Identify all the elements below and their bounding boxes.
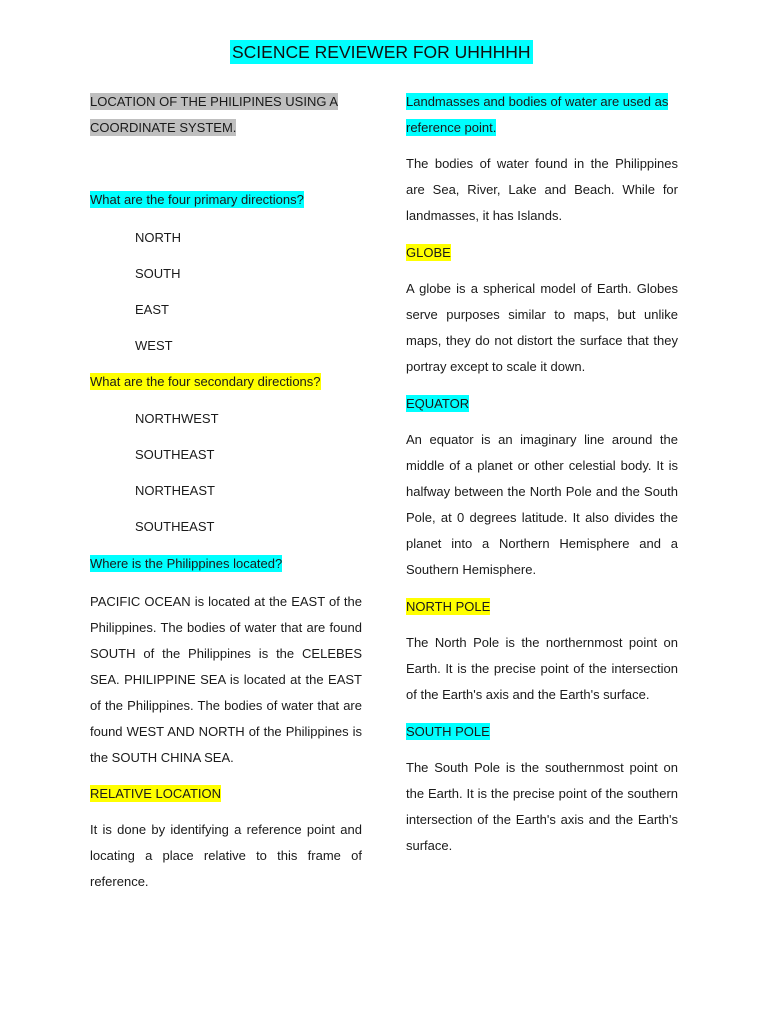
relative-location-heading	[90, 781, 362, 807]
location-heading-line2: COORDINATE SYSTEM.	[90, 120, 237, 135]
primary-direction-item: WEST	[135, 338, 173, 353]
south-pole-heading-text: SOUTH POLE	[406, 724, 490, 739]
primary-directions-question	[90, 187, 362, 213]
north-pole-heading	[406, 594, 678, 620]
globe-paragraph: A globe is a spherical model of Earth. Globes serve purposes similar to maps, but unlike maps, they do not distort the surface that they portray except to scale it down.	[406, 281, 678, 374]
secondary-directions-question-text: What are the four secondary directions?	[90, 374, 321, 389]
location-heading-line1: LOCATION OF THE PHILIPINES USING A	[90, 94, 339, 109]
primary-direction-item: EAST	[135, 302, 169, 317]
secondary-direction-item: NORTHEAST	[135, 483, 215, 498]
primary-direction-item: NORTH	[135, 230, 181, 245]
landmass-heading	[406, 89, 678, 141]
globe-heading-text: GLOBE	[406, 245, 451, 260]
relative-location-heading-text: RELATIVE LOCATION	[90, 786, 221, 801]
secondary-direction-item: NORTHWEST	[135, 411, 219, 426]
primary-direction-item: SOUTH	[135, 266, 181, 281]
south-pole-paragraph: The South Pole is the southernmost point on the Earth. It is the precise point of the southern intersection of the Earth's axis and the Earth's surface.	[406, 760, 678, 853]
landmass-paragraph: The bodies of water found in the Philippines are Sea, River, Lake and Beach. While for landmasses, it has Islands.	[406, 156, 678, 223]
north-pole-paragraph: The North Pole is the northernmost point on Earth. It is the precise point of the intersection of the Earth's axis and the Earth's surface.	[406, 635, 678, 702]
location-heading	[90, 89, 362, 141]
philippines-location-paragraph: PACIFIC OCEAN is located at the EAST of the Philippines. The bodies of water that are found SOUTH of the Philippines is the CELEBES SEA. PHILIPPINE SEA is located at the EAST of the Philippines. The bodies of water that are found WEST AND NORTH of the Philippines is the SOUTH CHINA SEA.	[90, 594, 362, 765]
secondary-direction-item: SOUTHEAST	[135, 519, 215, 534]
landmass-heading-line2: reference point.	[406, 120, 497, 135]
secondary-directions-question	[90, 369, 362, 395]
equator-paragraph: An equator is an imaginary line around the middle of a planet or other celestial body. It is halfway between the North Pole and the South Pole, at 0 degrees latitude. It also divides the planet into a Northern Hemisphere and a Southern Hemisphere.	[406, 432, 678, 577]
south-pole-heading	[406, 719, 678, 745]
page-title: SCIENCE REVIEWER FOR UHHHHH	[232, 42, 531, 62]
globe-heading	[406, 240, 678, 266]
relative-location-paragraph: It is done by identifying a reference point and locating a place relative to this frame of reference.	[90, 822, 362, 889]
philippines-location-question-text: Where is the Philippines located?	[90, 556, 283, 571]
north-pole-heading-text: NORTH POLE	[406, 599, 491, 614]
landmass-heading-line1: Landmasses and bodies of water are used as	[406, 94, 669, 109]
philippines-location-question	[90, 551, 362, 577]
secondary-direction-item: SOUTHEAST	[135, 447, 215, 462]
equator-heading-text: EQUATOR	[406, 396, 470, 411]
equator-heading	[406, 391, 678, 417]
primary-directions-question-text: What are the four primary directions?	[90, 192, 304, 207]
